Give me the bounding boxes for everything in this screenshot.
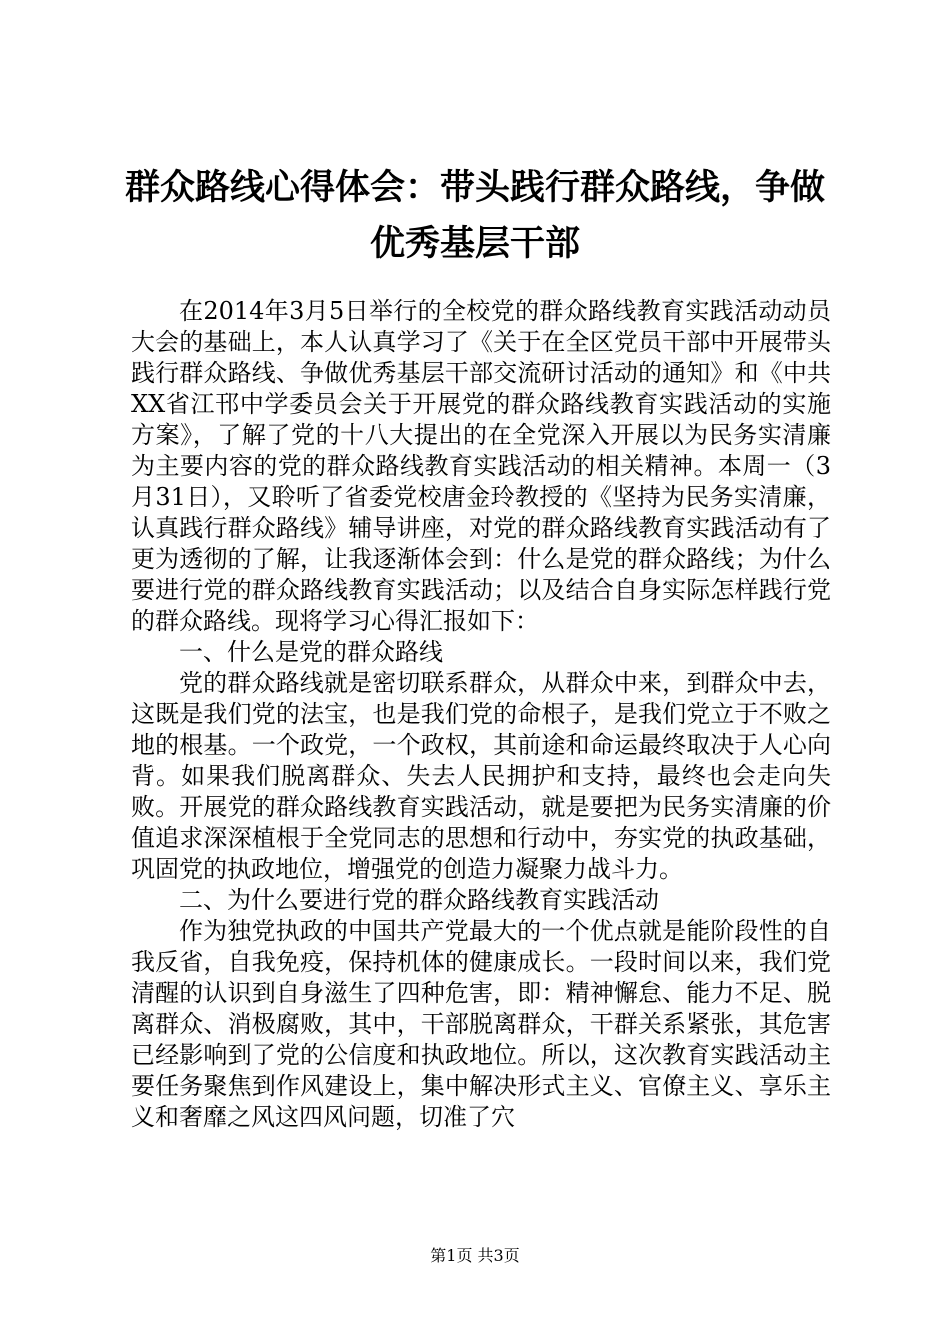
section-heading-1: 一、什么是党的群众路线 bbox=[179, 638, 443, 666]
title-line-1: 群众路线心得体会：带头践行群众路线，争做 bbox=[124, 168, 825, 208]
page-footer: 第1页 共3页 bbox=[430, 1246, 520, 1265]
title-line-2: 优秀基层干部 bbox=[369, 224, 580, 264]
paragraph-section-2: 作为独党执政的中国共产党最大的一个优点就是能阶段性的自我反省，自我免疫，保持机体的健康成长。一段时间以来，我们党清醒的认识到自身滋生了四种危害，即：精神懈怠、能力不足、脱离群众、消极腐败，其中，干部脱离群众，干群关系紧张，其危害已经影响到了党的公信度和执政地位。所以，这次教育实践活动主要任务聚焦到作风建设上，集中解决形式主义、官僚主义、享乐主义和奢靡之风这四风问题，切准了穴 bbox=[131, 917, 831, 1131]
paragraph-section-1: 党的群众路线就是密切联系群众，从群众中来，到群众中去，这既是我们党的法宝，也是我们党的命根子，是我们党立于不败之地的根基。一个政党，一个政权，其前途和命运最终取决于人心向背。如果我们脱离群众、失去人民拥护和支持，最终也会走向失败。开展党的群众路线教育实践活动，就是要把为民务实清廉的价值追求深深植根于全党同志的思想和行动中，夯实党的执政基础，巩固党的执政地位，增强党的创造力凝聚力战斗力。 bbox=[131, 669, 831, 883]
section-heading-2: 二、为什么要进行党的群众路线教育实践活动 bbox=[179, 886, 659, 914]
paragraph-intro: 在2014年3月5日举行的全校党的群众路线教育实践活动动员大会的基础上，本人认真学习了《关于在全区党员干部中开展带头践行群众路线、争做优秀基层干部交流研讨活动的通知》和《中共XX省江邗中学委员会关于开展党的群众路线教育实践活动的实施方案》，了解了党的十八大提出的在全党深入开展以为民务实清廉为主要内容的党的群众路线教育实践活动的相关精神。本周一（3月31日），又聆听了省委党校唐金玲教授的《坚持为民务实清廉，认真践行群众路线》辅导讲座，对党的群众路线教育实践活动有了更为透彻的了解，让我逐渐体会到：什么是党的群众路线；为什么要进行党的群众路线教育实践活动；以及结合自身实际怎样践行党的群众路线。现将学习心得汇报如下： bbox=[131, 297, 831, 635]
document-body bbox=[131, 296, 831, 1133]
document-title bbox=[110, 160, 840, 272]
